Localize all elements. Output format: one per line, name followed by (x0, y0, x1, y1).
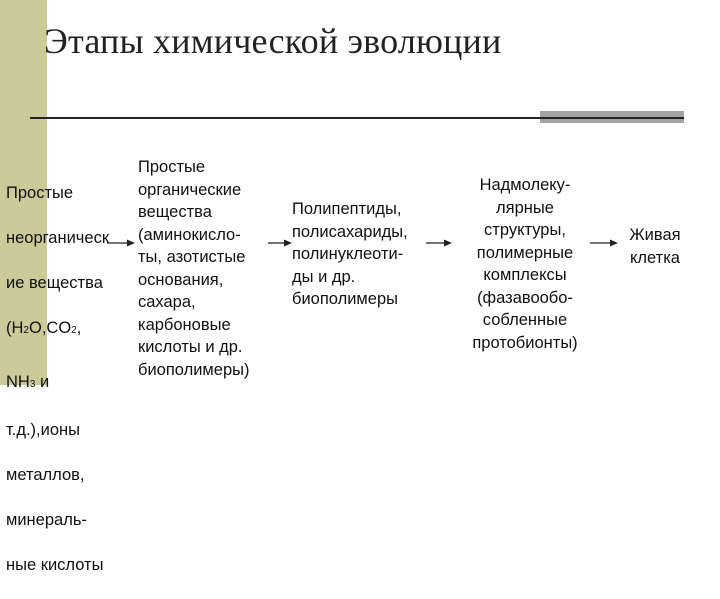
arrow-right-icon (268, 238, 292, 248)
stage-simple-inorganic (6, 159, 131, 599)
stage-biopolymers: Полипептиды, полисахариды, полинуклеоти- ды и др. биополимеры (292, 200, 408, 308)
formula-subscript: 2 (71, 324, 77, 336)
title-divider-line (30, 117, 540, 119)
stage-simple-organic: Простые органические вещества (аминокисло- ты, азотистые основания, сахара, карбоновые кислоты и др. биополимеры) (138, 158, 250, 379)
stage-simple-inorganic-line: (H2O,CO2, (6, 318, 82, 337)
stage-living-cell: Живая клетка (629, 226, 681, 267)
stage-simple-inorganic-line: Простые (6, 183, 74, 202)
arrow-right-icon (426, 238, 452, 248)
page-title: Этапы химической эволюции (44, 21, 502, 61)
stage-simple-inorganic-line: ные кислоты (6, 555, 104, 574)
formula-subscript: 3 (29, 378, 36, 390)
title-divider-accent (540, 111, 684, 123)
stage-simple-inorganic-line: т.д.),ионы (6, 420, 80, 439)
arrow-right-icon (590, 238, 618, 248)
stage-simple-inorganic-line: неорганическ (6, 228, 110, 247)
stage-simple-inorganic-line: металлов, (6, 465, 85, 484)
stage-simple-inorganic-line: ие вещества (6, 273, 103, 292)
stage-simple-inorganic-line: минераль- (6, 510, 87, 529)
formula-subscript: 2 (23, 324, 29, 336)
stage-supramolecular: Надмолеку- лярные структуры, полимерные комплексы (фазавообо- собленные протобионты) (472, 176, 578, 352)
stage-simple-inorganic-line: NH3 и (6, 372, 50, 391)
arrow-right-icon (107, 238, 135, 248)
